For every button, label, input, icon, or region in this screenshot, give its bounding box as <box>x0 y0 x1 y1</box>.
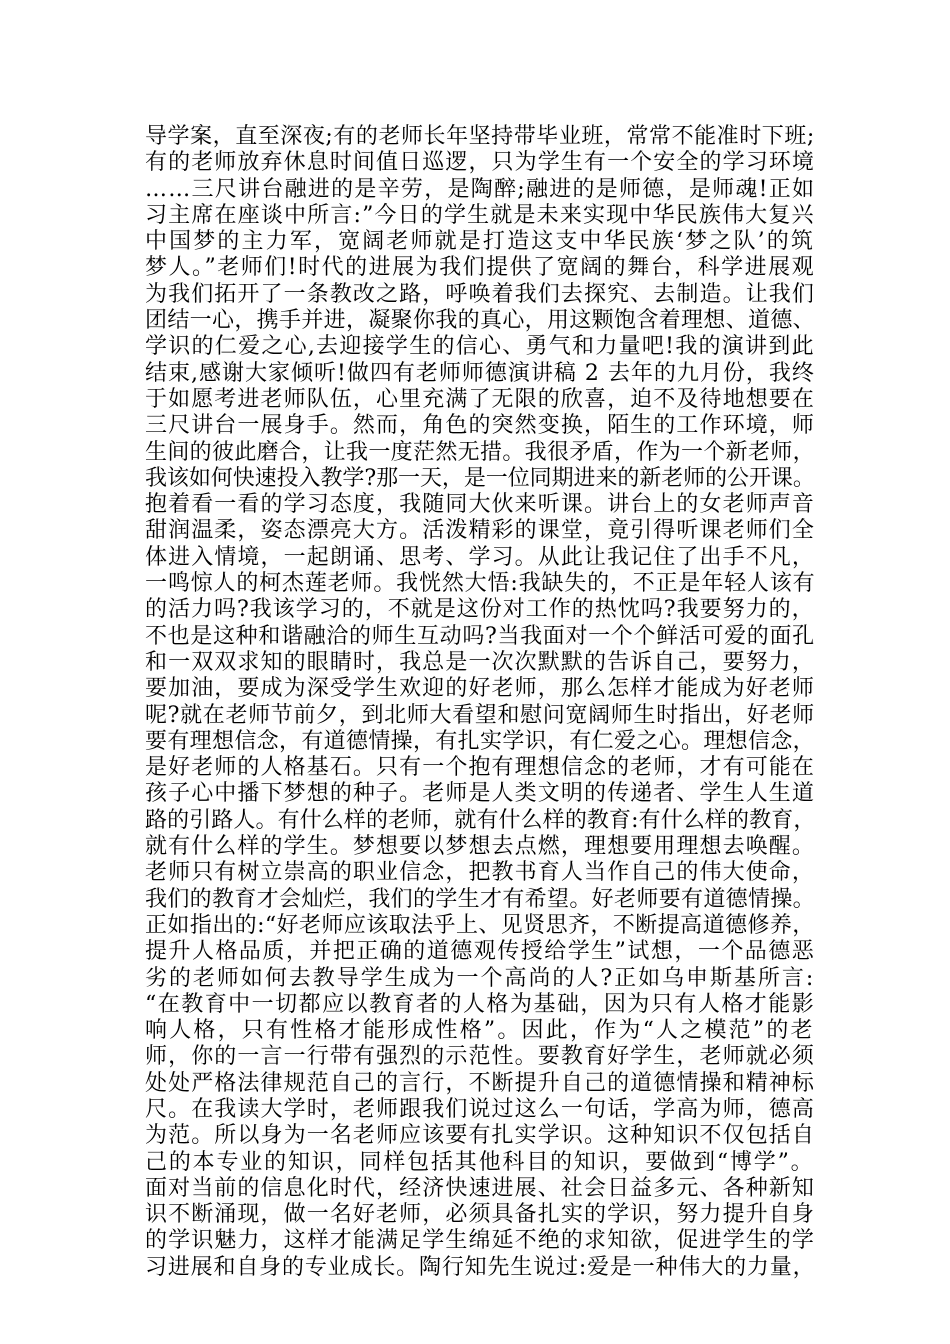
text-line: 老师只有树立崇高的职业信念，把教书育人当作自己的伟大使命， <box>145 860 816 886</box>
text-line: 为范。所以身为一名老师应该要有扎实学识。这种知识不仅包括自 <box>145 1123 816 1149</box>
body-text <box>145 124 815 1281</box>
text-line: 三尺讲台一展身手。然而，角色的突然变换，陌生的工作环境，师 <box>145 413 816 439</box>
text-line: 的学识魅力，这样才能满足学生绵延不绝的求知欲，促进学生的学 <box>145 1228 816 1254</box>
text-line: 结束,感谢大家倾听!做四有老师师德演讲稿 2 去年的九月份，我终 <box>145 360 815 386</box>
text-line: 体进入情境，一起朗诵、思考、学习。从此让我记住了出手不凡， <box>145 544 816 570</box>
text-line: 识不断涌现，做一名好老师，必须具备扎实的学识，努力提升自身 <box>145 1202 816 1228</box>
text-line: 我该如何快速投入教学?那一天，是一位同期进来的新老师的公开课。 <box>145 465 815 491</box>
text-line: 路的引路人。有什么样的老师，就有什么样的教育:有什么样的教育， <box>145 807 816 833</box>
text-line: 习进展和自身的专业成长。陶行知先生说过:爱是一种伟大的力量， <box>145 1254 816 1280</box>
text-line: 己的本专业的知识，同样包括其他科目的知识，要做到“博学”。 <box>145 1149 815 1175</box>
text-line: 抱着看一看的学习态度，我随同大伙来听课。讲台上的女老师声音 <box>145 492 816 518</box>
text-line: 团结一心，携手并进，凝聚你我的真心，用这颗饱含着理想、道德、 <box>145 308 816 334</box>
text-line: 一鸣惊人的柯杰莲老师。我恍然大悟:我缺失的，不正是年轻人该有 <box>145 571 816 597</box>
text-line: 和一双双求知的眼睛时，我总是一次次默默的告诉自己，要努力， <box>145 649 816 675</box>
text-line: 正如指出的:“好老师应该取法乎上、见贤思齐，不断提高道德修养， <box>145 912 815 938</box>
text-line: 习主席在座谈中所言:”今日的学生就是未来实现中华民族伟大复兴 <box>145 202 815 228</box>
text-line: 我们的教育才会灿烂，我们的学生才有希望。好老师要有道德情操。 <box>145 886 816 912</box>
text-line: 孩子心中播下梦想的种子。老师是人类文明的传递者、学生人生道 <box>145 781 816 807</box>
text-line: 为我们拓开了一条教改之路，呼唤着我们去探究、去制造。让我们 <box>145 281 816 307</box>
text-line: 学识的仁爱之心,去迎接学生的信心、勇气和力量吧!我的演讲到此 <box>145 334 815 360</box>
text-line: 响人格，只有性格才能形成性格”。因此，作为“人之模范”的老 <box>145 1018 815 1044</box>
text-line: 就有什么样的学生。梦想要以梦想去点燃，理想要用理想去唤醒。 <box>145 834 816 860</box>
text-line: 要有理想信念，有道德情操，有扎实学识，有仁爱之心。理想信念， <box>145 728 816 754</box>
text-line: 提升人格品质，并把正确的道德观传授给学生”试想，一个品德恶 <box>145 939 816 965</box>
text-line: 不也是这种和谐融洽的师生互动吗?当我面对一个个鲜活可爱的面孔 <box>145 623 815 649</box>
text-line: 呢?就在老师节前夕，到北师大看望和慰问宽阔师生时指出，好老师 <box>145 702 815 728</box>
text-line: 师，你的一言一行带有强烈的示范性。要教育好学生，老师就必须 <box>145 1044 816 1070</box>
text-line: 梦人。”老师们!时代的进展为我们提供了宽阔的舞台，科学进展观 <box>145 255 816 281</box>
text-line: 是好老师的人格基石。只有一个抱有理想信念的老师，才有可能在 <box>145 755 816 781</box>
text-line: 生间的彼此磨合，让我一度茫然无措。我很矛盾，作为一个新老师， <box>145 439 816 465</box>
text-line: 处处严格法律规范自己的言行，不断提升自己的道德情操和精神标 <box>145 1070 816 1096</box>
text-line: 的活力吗?我该学习的，不就是这份对工作的热忱吗?我要努力的， <box>145 597 815 623</box>
text-line: “在教育中一切都应以教育者的人格为基础，因为只有人格才能影 <box>145 991 816 1017</box>
text-line: 中国梦的主力军，宽阔老师就是打造这支中华民族‘梦之队’的筑 <box>145 229 815 255</box>
text-line: 尺。在我读大学时，老师跟我们说过这么一句话，学高为师，德高 <box>145 1096 816 1122</box>
text-line: 于如愿考进老师队伍，心里充满了无限的欣喜，迫不及待地想要在 <box>145 386 816 412</box>
text-line: 劣的老师如何去教导学生成为一个高尚的人?正如乌申斯基所言: <box>145 965 816 991</box>
text-line: 甜润温柔，姿态漂亮大方。活泼精彩的课堂，竟引得听课老师们全 <box>145 518 816 544</box>
text-line: 要加油，要成为深受学生欢迎的好老师，那么怎样才能成为好老师 <box>145 676 816 702</box>
text-line: ……三尺讲台融进的是辛劳，是陶醉;融进的是师德，是师魂!正如 <box>145 176 816 202</box>
text-line: 有的老师放弃休息时间值日巡逻，只为学生有一个安全的学习环境 <box>145 150 816 176</box>
text-line: 导学案，直至深夜;有的老师长年坚持带毕业班，常常不能准时下班; <box>145 124 815 149</box>
text-line: 面对当前的信息化时代，经济快速进展、社会日益多元、各种新知 <box>145 1175 816 1201</box>
